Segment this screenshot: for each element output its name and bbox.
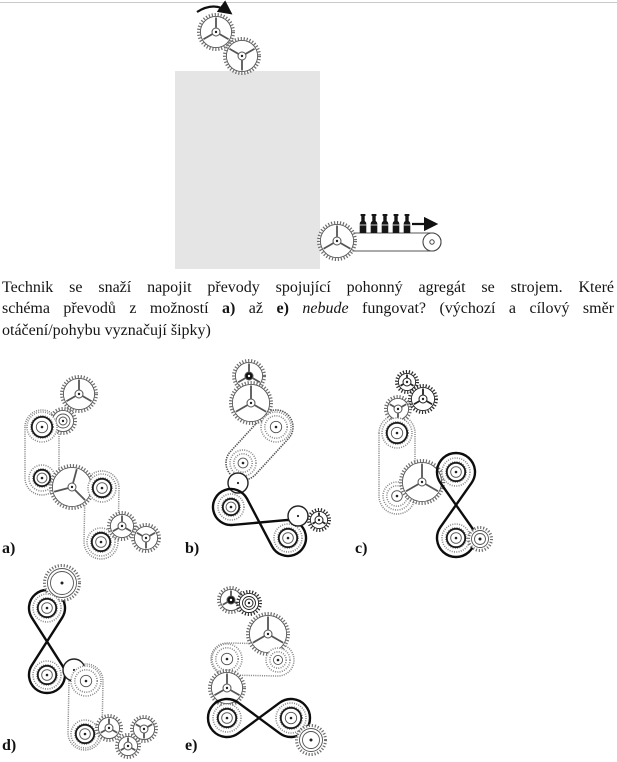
bottle bbox=[382, 214, 389, 233]
gear bbox=[386, 397, 411, 422]
option-label-d: d) bbox=[2, 737, 17, 754]
option-label-b: b) bbox=[185, 540, 200, 557]
option-label-e: e) bbox=[185, 737, 198, 754]
pulley bbox=[274, 524, 302, 552]
pulley bbox=[261, 412, 291, 442]
ring-gear bbox=[469, 528, 492, 551]
option-figure-c bbox=[379, 372, 492, 558]
gear bbox=[133, 525, 160, 552]
pulley bbox=[382, 418, 412, 448]
conveyor-end-pulley bbox=[423, 233, 441, 251]
pulley bbox=[213, 704, 241, 732]
question-line: schéma převodů z možností a) až e) nebude fungovat? (výchozí a cílový směr bbox=[2, 300, 615, 318]
option-label-a: a) bbox=[2, 540, 16, 557]
gear bbox=[210, 671, 245, 706]
gear bbox=[225, 39, 260, 74]
bottle bbox=[371, 214, 378, 233]
gear bbox=[62, 377, 97, 412]
pulley bbox=[71, 720, 99, 748]
pulley bbox=[33, 594, 61, 622]
gear bbox=[309, 510, 330, 531]
question-line: Technik se snaží napojit převody spojující pohonný agregát se strojem. Které bbox=[2, 279, 614, 296]
gear bbox=[109, 513, 136, 540]
gear bbox=[97, 716, 122, 741]
option-figure-b bbox=[213, 361, 329, 557]
pulley bbox=[218, 494, 244, 520]
pulley bbox=[442, 458, 470, 486]
option-label-c: c) bbox=[355, 540, 368, 557]
main-scenario-figure bbox=[0, 2, 617, 269]
gear bbox=[51, 466, 94, 509]
gear bbox=[238, 592, 261, 615]
option-figure-e bbox=[208, 588, 325, 755]
question-text bbox=[2, 277, 614, 341]
option-figure-d bbox=[29, 566, 156, 758]
bottle bbox=[404, 214, 411, 233]
rotation-arrow bbox=[197, 7, 229, 13]
pulley bbox=[230, 450, 256, 476]
question-line: otáčení/pohybu vyznačují šipky) bbox=[2, 321, 211, 339]
pulley bbox=[71, 666, 101, 696]
bottle bbox=[393, 214, 400, 233]
pulley bbox=[442, 524, 470, 552]
bottle bbox=[360, 214, 367, 233]
gear bbox=[132, 717, 157, 742]
gear bbox=[410, 386, 437, 413]
pulley bbox=[33, 661, 61, 689]
gear bbox=[319, 223, 356, 260]
option-figure-a bbox=[25, 377, 160, 559]
machine-block bbox=[175, 71, 320, 269]
ring-gear bbox=[297, 726, 326, 755]
idler-pulley bbox=[288, 506, 308, 526]
page-top-rule bbox=[0, 2, 617, 3]
pulley bbox=[266, 648, 290, 672]
pulley bbox=[88, 474, 116, 502]
pulley bbox=[27, 412, 57, 442]
